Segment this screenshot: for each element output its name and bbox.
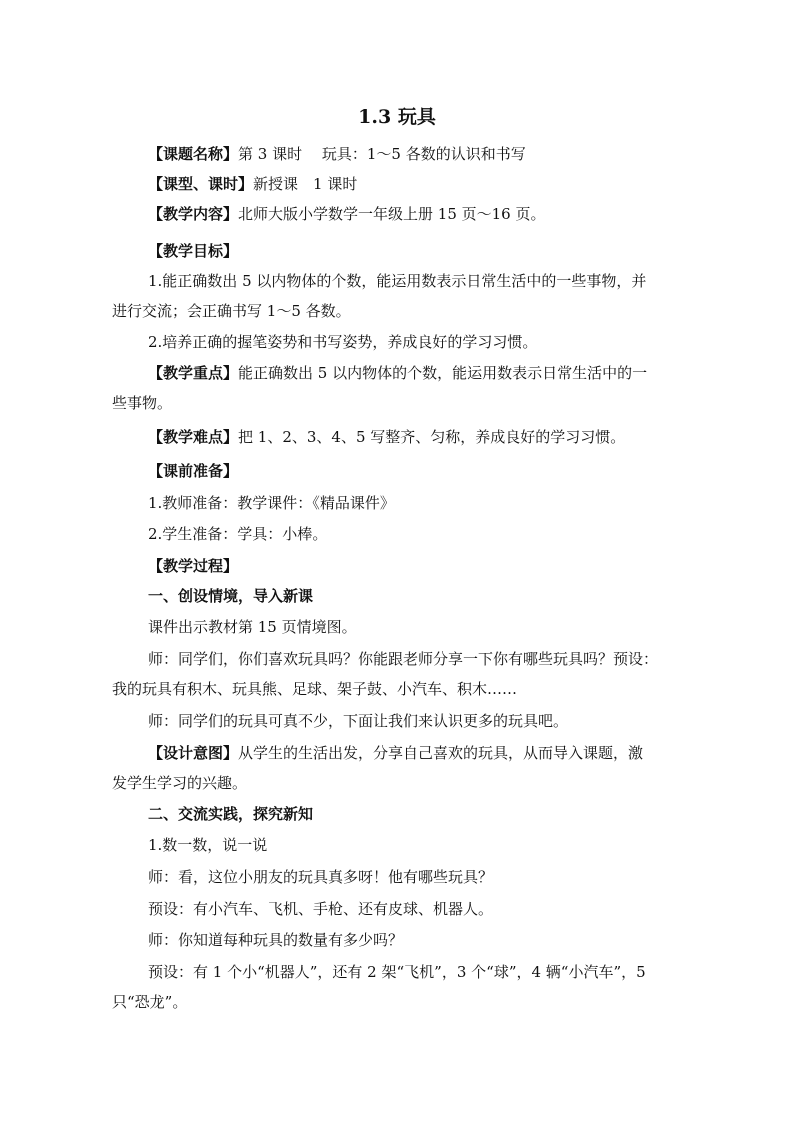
paragraph-3: 师：同学们的玩具可真不少，下面让我们来认识更多的玩具吧。 (148, 712, 569, 730)
prep-teacher: 1.教师准备：教学课件：《精品课件》 (148, 494, 395, 512)
content-line (148, 203, 748, 225)
difficulty-value: 把 1、2、3、4、5 写整齐、匀称，养成良好的学习习惯。 (238, 428, 626, 446)
type-label: 【课型、课时】 (148, 175, 254, 193)
content-value: 北师大版小学数学一年级上册 15 页～16 页。 (238, 205, 546, 223)
paragraph-2-line-b: 我的玩具有积木、玩具熊、足球、架子鼓、小汽车、积木…… (112, 680, 518, 698)
design-line-a (148, 742, 748, 764)
focus-value: 能正确数出 5 以内物体的个数，能运用数表示日常生活中的一 (238, 364, 648, 382)
paragraph-5: 预设：有小汽车、飞机、手枪、还有皮球、机器人。 (148, 900, 494, 918)
objective-1-line-a: 1.能正确数出 5 以内物体的个数，能运用数表示日常生活中的一些事物，并 (148, 272, 647, 290)
lesson-name-value: 第 3 课时 玩具：1～5 各数的认识和书写 (238, 145, 526, 163)
type-value: 新授课 1 课时 (253, 175, 358, 193)
design-label: 【设计意图】 (148, 744, 239, 762)
focus-line-b: 些事物。 (112, 394, 173, 412)
design-line-b: 发学生学习的兴趣。 (112, 774, 248, 792)
paragraph-6: 师：你知道每种玩具的数量有多少吗？ (148, 931, 404, 949)
process-heading: 【教学过程】 (148, 557, 239, 575)
objectives-heading: 【教学目标】 (148, 242, 239, 260)
section-1-heading: 一、创设情境，导入新课 (148, 587, 314, 605)
section-2-heading: 二、交流实践，探究新知 (148, 805, 314, 823)
objective-2-line: 2.培养正确的握笔姿势和书写姿势，养成良好的学习习惯。 (148, 333, 538, 351)
type-line (148, 173, 748, 195)
content-label: 【教学内容】 (148, 205, 239, 223)
difficulty-line (148, 426, 748, 448)
focus-label: 【教学重点】 (148, 364, 239, 382)
difficulty-label: 【教学难点】 (148, 428, 239, 446)
lesson-name-label: 【课题名称】 (148, 145, 239, 163)
paragraph-2-line-a: 师：同学们，你们喜欢玩具吗？你能跟老师分享一下你有哪些玩具吗？预设： (148, 650, 659, 668)
page-title: 1.3 玩具 (358, 106, 436, 128)
objective-1-line-b: 进行交流；会正确书写 1～5 各数。 (112, 302, 351, 320)
prep-heading: 【课前准备】 (148, 462, 239, 480)
paragraph-4: 师：看，这位小朋友的玩具真多呀！他有哪些玩具？ (148, 868, 494, 886)
paragraph-7-line-a: 预设：有 1 个小“机器人”，还有 2 架“飞机”，3 个“球”，4 辆“小汽车”，5 (148, 963, 646, 981)
paragraph-1: 课件出示教材第 15 页情境图。 (148, 618, 357, 636)
lesson-name-line (148, 143, 748, 165)
design-value: 从学生的生活出发，分享自己喜欢的玩具，从而导入课题，激 (238, 744, 644, 762)
prep-student: 2.学生准备：学具：小棒。 (148, 525, 328, 543)
subsection-1-heading: 1.数一数，说一说 (148, 836, 268, 854)
focus-line-a (148, 362, 748, 384)
paragraph-7-line-b: 只“恐龙”。 (112, 993, 188, 1011)
